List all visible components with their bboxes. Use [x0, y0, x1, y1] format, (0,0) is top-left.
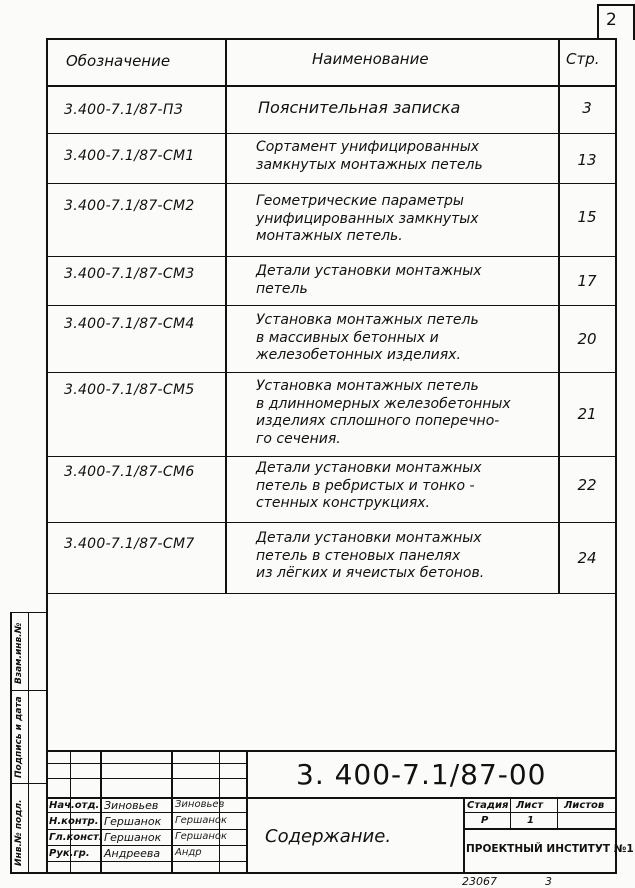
staff-signature: Гершанок — [175, 815, 228, 826]
footer-sheet: 3 — [545, 875, 552, 888]
header-name: Наименование — [312, 50, 429, 68]
row-code: 3.400-7.1/87-СМ4 — [64, 316, 195, 332]
side-label-vzam-inv: Взам.инв.№ — [14, 622, 24, 684]
row-code: 3.400-7.1/87-СМ1 — [64, 148, 195, 164]
row-name-line: Пояснительная записка — [258, 98, 461, 117]
header-page: Стр. — [566, 50, 600, 68]
frame-top — [46, 38, 617, 40]
header-designation: Обозначение — [66, 52, 171, 70]
row-code: 3.400-7.1/87-СМ2 — [64, 198, 195, 214]
stadia-value: Р — [481, 815, 489, 826]
row-code: 3.400-7.1/87-СМ5 — [64, 382, 195, 398]
staff-role: Н.контр. — [49, 816, 99, 827]
list-value: 1 — [527, 815, 534, 826]
row-name-line: петель в ребристых и тонко - — [256, 477, 475, 494]
row-name — [256, 139, 483, 174]
row-name-line: замкнутых монтажных петель — [256, 156, 483, 173]
row-name-line: монтажных петель. — [256, 228, 403, 244]
staff-signature: Андр — [175, 847, 202, 858]
row-name-line: унифицированных замкнутых — [256, 210, 479, 227]
document-code: 3. 400-7.1/87-00 — [296, 758, 547, 791]
row-page: 13 — [577, 151, 597, 169]
row-name-line: Детали установки монтажных — [256, 460, 482, 476]
staff-signature: Гершанок — [175, 831, 228, 842]
row-name-line: изделиях сплошного поперечно- — [256, 413, 500, 429]
row-page: 22 — [577, 476, 597, 494]
row-code: 3.400-7.1/87-СМ6 — [64, 464, 195, 480]
row-name-line: в длинномерных железобетонных — [256, 395, 511, 412]
row-name-line: петель — [256, 280, 308, 297]
row-name-line: стенных конструкциях. — [256, 495, 431, 511]
row-page: 15 — [577, 208, 597, 226]
staff-name: Гершанок — [104, 815, 162, 828]
row-page: 3 — [582, 99, 592, 117]
list-label: Лист — [516, 800, 544, 811]
row-name — [258, 98, 460, 118]
document-title: Содержание. — [265, 826, 392, 847]
row-name-line: Геометрические параметры — [256, 193, 464, 209]
staff-role: Нач.отд. — [49, 800, 100, 811]
frame-bottom — [10, 872, 617, 874]
side-label-podpis-data: Подпись и дата — [14, 696, 24, 778]
row-name — [256, 312, 479, 365]
staff-role: Рук.гр. — [49, 848, 90, 859]
staff-name: Гершанок — [104, 831, 162, 844]
row-page: 17 — [577, 272, 597, 290]
staff-name: Зиновьев — [104, 799, 159, 812]
staff-signature: Зиновьев — [175, 799, 225, 810]
row-name — [256, 378, 511, 448]
row-name — [256, 263, 482, 298]
sheet-number: 2 — [606, 10, 617, 30]
organization: ПРОЕКТНЫЙ ИНСТИТУТ №1 — [466, 843, 634, 855]
row-name-line: из лёгких и ячеистых бетонов. — [256, 565, 485, 581]
row-code: 3.400-7.1/87-СМ7 — [64, 536, 195, 552]
stadia-label: Стадия — [467, 800, 509, 811]
staff-name: Андреева — [104, 847, 161, 860]
row-page: 21 — [577, 405, 597, 423]
row-name-line: железобетонных изделиях. — [256, 347, 461, 363]
row-name-line: в массивных бетонных и — [256, 329, 439, 346]
row-name-line: Детали установки монтажных — [256, 263, 482, 279]
row-name-line: петель в стеновых панелях — [256, 547, 461, 564]
row-name-line: Детали установки монтажных — [256, 530, 482, 546]
row-name-line: Установка монтажных петель — [256, 312, 479, 328]
row-name — [256, 193, 479, 246]
archive-number: 23067 — [462, 875, 497, 888]
row-name — [256, 460, 482, 513]
staff-role: Гл.конст. — [49, 832, 103, 843]
side-label-inv-podl: Инв.№ подл. — [14, 799, 24, 866]
row-name — [256, 530, 484, 583]
row-page: 24 — [577, 549, 597, 567]
row-page: 20 — [577, 330, 597, 348]
row-name-line: Сортамент унифицированных — [256, 139, 480, 155]
row-name-line: Установка монтажных петель — [256, 378, 479, 394]
row-code: 3.400-7.1/87-ПЗ — [64, 102, 183, 118]
listov-label: Листов — [564, 800, 605, 811]
row-code: 3.400-7.1/87-СМ3 — [64, 266, 195, 282]
row-name-line: го сечения. — [256, 430, 341, 447]
